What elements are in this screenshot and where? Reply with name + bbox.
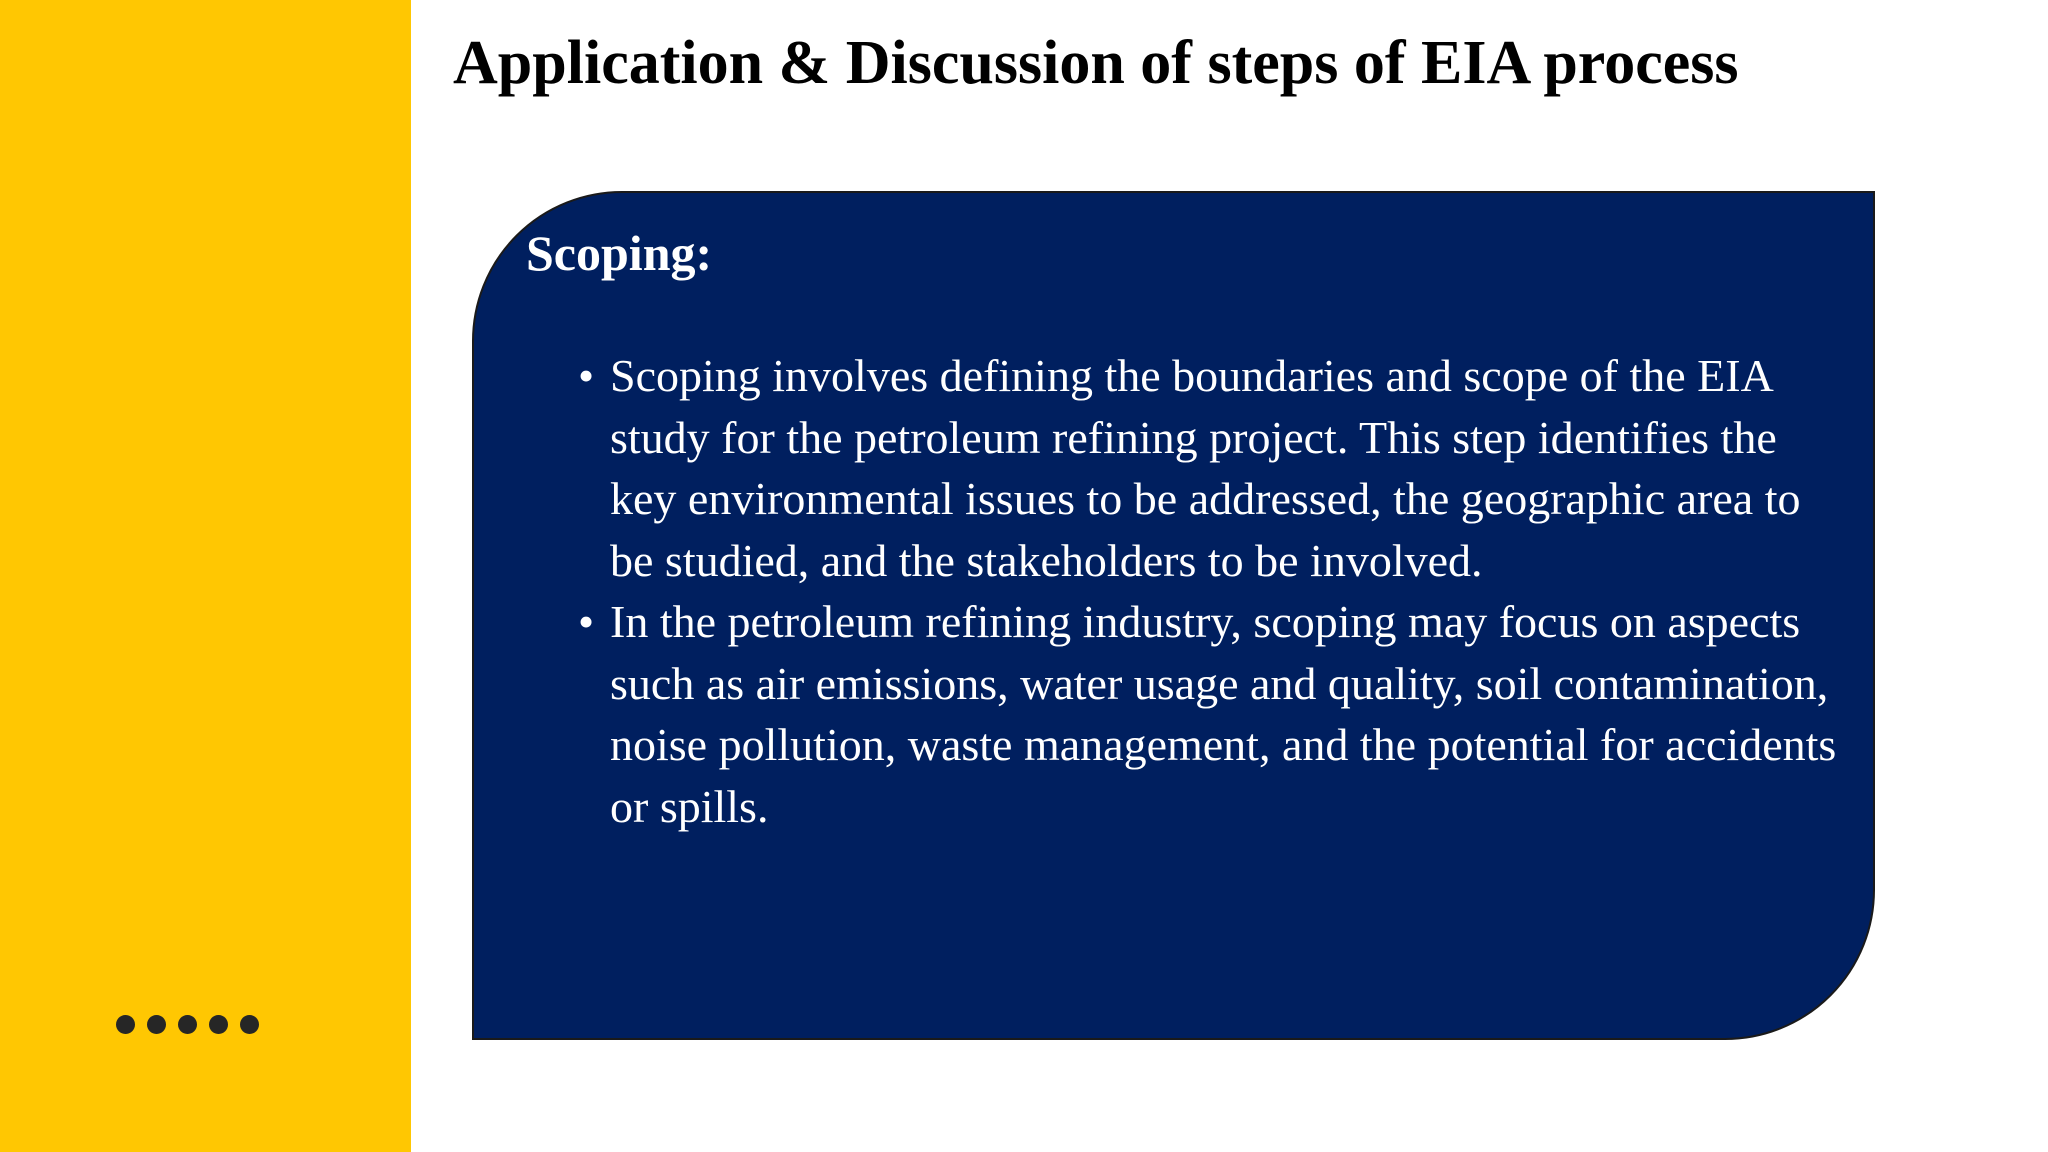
- accent-side-bar: [0, 0, 411, 1152]
- bullet-item-1: [578, 345, 1850, 591]
- dot-1: [116, 1015, 135, 1034]
- dot-2: [147, 1015, 166, 1034]
- pagination-dots: [116, 1015, 259, 1034]
- dot-5: [240, 1015, 259, 1034]
- bullet-text: In the petroleum refining industry, scoping may focus on aspects such as air emissions, water usage and quality, soil contamination, noise pollution, waste management, and the potential for accidents or spills.: [610, 596, 1837, 832]
- section-heading-text: Scoping: [526, 225, 696, 281]
- dot-4: [209, 1015, 228, 1034]
- content-box: [472, 191, 1875, 1040]
- bullet-marker: •: [578, 596, 595, 647]
- slide-title: Application & Discussion of steps of EIA process: [453, 29, 1739, 97]
- bullet-item-2: [578, 591, 1850, 837]
- bullet-list: [578, 345, 1850, 837]
- bullet-marker: •: [578, 350, 595, 401]
- bullet-text: Scoping involves defining the boundaries and scope of the EIA study for the petroleum refining project. This step identifies the key environmental issues to be addressed, the geographic area to be studied, and the stakeholders to be involved.: [610, 350, 1801, 586]
- section-heading: [526, 223, 712, 283]
- dot-3: [178, 1015, 197, 1034]
- section-heading-colon: :: [695, 225, 713, 281]
